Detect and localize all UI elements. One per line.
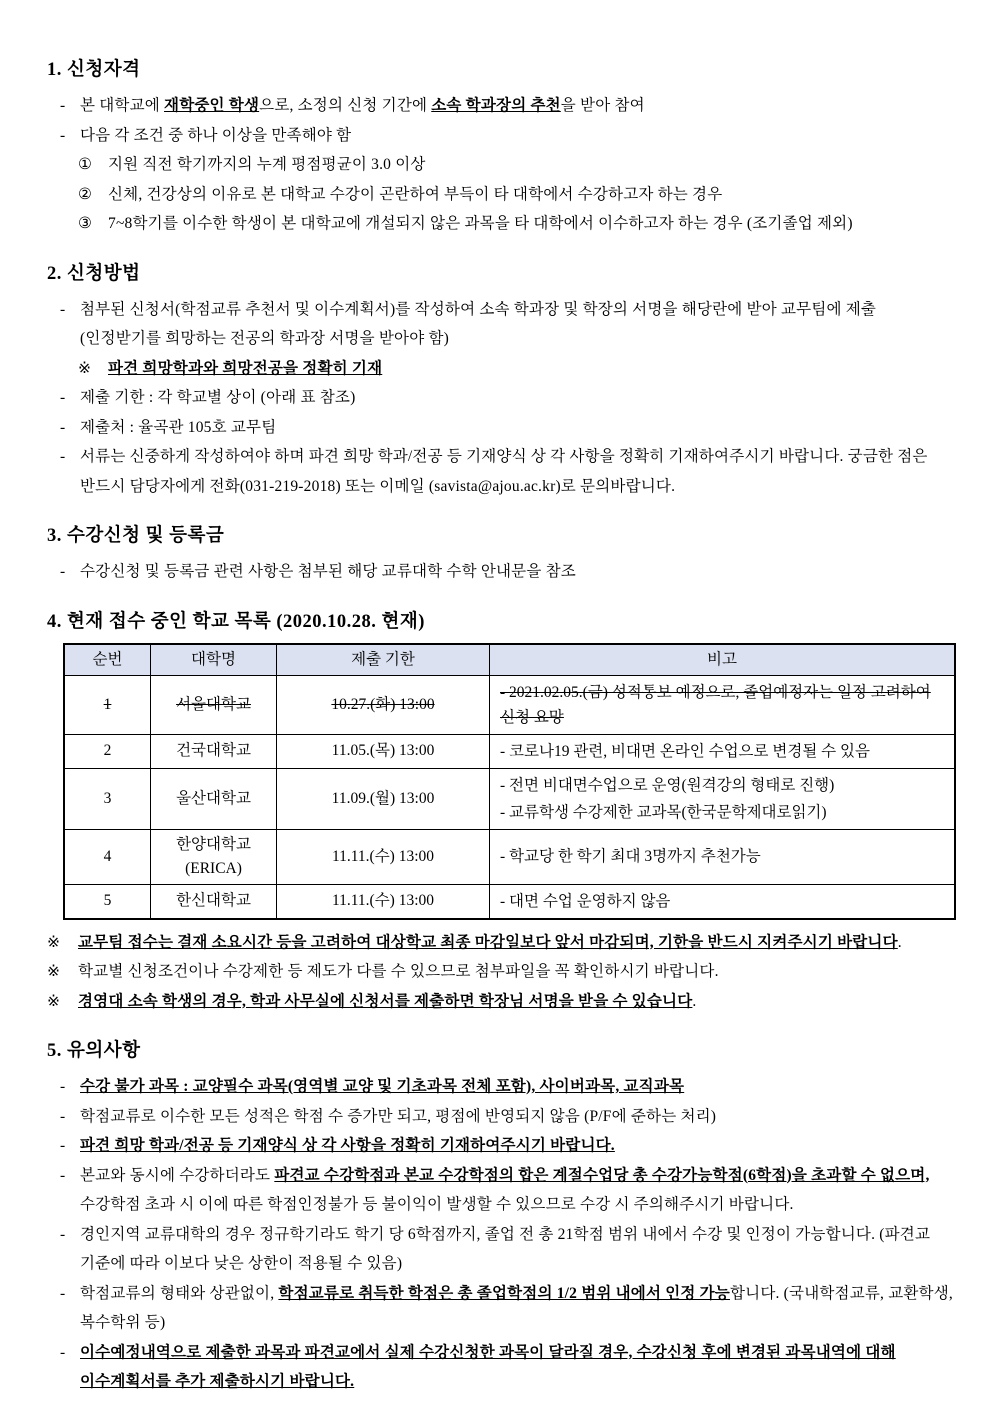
bullet-marker: ※ — [47, 933, 61, 951]
list-item — [47, 121, 954, 151]
column-header: 비고 — [490, 644, 956, 676]
schools-table — [63, 643, 956, 920]
table-row — [64, 884, 955, 919]
item-text — [80, 419, 276, 436]
section-heading: 5. 유의사항 — [47, 1041, 141, 1061]
bullet-marker: - — [60, 1284, 66, 1302]
schools-table-head — [64, 644, 955, 676]
list-item — [47, 1131, 954, 1161]
text-segment: 신체, 건강상의 이유로 본 대학교 수강이 곤란하여 부득이 타 대학에서 수강하고자 하는 경우 — [108, 185, 723, 203]
document-body — [47, 58, 954, 1397]
remark-line: - 대면 수업 운영하지 않음 — [500, 892, 671, 910]
text-segment: 본교와 동시에 수강하더라도 — [80, 1166, 275, 1184]
list-item — [47, 91, 954, 121]
section-heading: 1. 신청자격 — [47, 60, 141, 80]
item-text — [80, 1137, 615, 1154]
item-text — [80, 389, 355, 406]
bullet-marker: - — [60, 448, 66, 465]
list-item — [47, 295, 954, 354]
post-note-item — [47, 928, 954, 958]
list-item — [47, 1338, 954, 1397]
section-heading: 3. 수강신청 및 등록금 — [47, 526, 225, 546]
remarks-cell — [490, 884, 956, 919]
section-heading: 2. 신청방법 — [47, 263, 141, 284]
list-item — [47, 442, 954, 501]
bullet-marker: ② — [78, 185, 93, 203]
row-number: 3 — [64, 768, 151, 829]
text-segment: 소속 학과장의 추천 — [431, 97, 561, 114]
bullet-marker: - — [60, 1343, 66, 1361]
item-text — [78, 993, 696, 1010]
item-text — [80, 127, 351, 144]
university-name: 울산대학교 — [151, 768, 277, 829]
bullet-marker: - — [60, 1078, 66, 1095]
submission-deadline: 11.11.(수) 13:00 — [277, 884, 490, 919]
list-item — [47, 354, 954, 384]
table-row — [64, 768, 955, 829]
list-item — [47, 1220, 954, 1279]
text-segment: 본 대학교에 — [80, 97, 165, 114]
item-text — [80, 448, 928, 495]
list-item — [47, 413, 954, 443]
column-header: 제출 기한 — [277, 644, 490, 676]
item-text — [108, 360, 382, 377]
item-text — [80, 301, 876, 348]
submission-deadline: 11.11.(수) 13:00 — [277, 829, 490, 884]
item-text — [78, 963, 719, 980]
university-name: 서울대학교 — [151, 675, 277, 734]
text-segment: . — [897, 933, 902, 951]
section-5 — [47, 1039, 954, 1397]
bullet-marker: - — [60, 97, 66, 114]
text-segment: 합니다. (국내학점교류, 교환학생, 복수학위 등) — [80, 1284, 953, 1331]
list-item — [47, 209, 954, 239]
row-number: 5 — [64, 884, 151, 919]
text-segment: 다음 각 조건 중 하나 이상을 만족해야 함 — [80, 126, 352, 144]
bullet-marker: - — [60, 300, 66, 318]
text-segment: 수강신청 및 등록금 관련 사항은 첨부된 해당 교류대학 수학 안내문을 참조 — [80, 563, 576, 580]
table-row — [64, 675, 955, 734]
section-4 — [47, 610, 954, 1017]
text-segment: 첨부된 신청서(학점교류 추천서 및 이수계획서)를 작성하여 소속 학과장 및 학장의 서명을 해당란에 받아 교무팀에 제출 (인정받기를 희망하는 전공의 학과장 서명을 받아야 함) — [80, 300, 877, 347]
item-text — [80, 563, 576, 580]
item-text — [108, 156, 426, 173]
submission-deadline: 11.09.(월) 13:00 — [277, 768, 490, 829]
row-number: 1 — [64, 675, 151, 734]
row-number: 2 — [64, 734, 151, 768]
row-number: 4 — [64, 829, 151, 884]
text-segment: 제출처 : 율곡관 105호 교무팀 — [80, 418, 277, 436]
remark-line: - 코로나19 관련, 비대면 온라인 수업으로 변경될 수 있음 — [500, 742, 870, 760]
list-item — [47, 150, 954, 180]
bullet-marker: - — [60, 1225, 66, 1243]
post-note-item — [47, 957, 954, 987]
item-text — [80, 1078, 684, 1095]
table-row — [64, 829, 955, 884]
text-segment: 으로, 소정의 신청 기간에 — [259, 97, 432, 114]
text-segment: 학점교류의 형태와 상관없이, — [80, 1284, 279, 1302]
text-segment: 수강학점 초과 시 이에 따른 학점인정불가 등 불이익이 발생할 수 있으므로 수강 시 주의해주시기 바랍니다. — [80, 1196, 794, 1213]
bullet-marker: - — [60, 126, 66, 144]
text-segment: 경영대 소속 학생의 경우, 학과 사무실에 신청서를 제출하면 학장님 서명을 받을 수 있습니다 — [78, 992, 693, 1010]
bullet-marker: - — [60, 1107, 66, 1125]
university-name: 건국대학교 — [151, 734, 277, 768]
remarks-cell — [490, 675, 956, 734]
column-header: 순번 — [64, 644, 151, 676]
remarks-cell — [490, 734, 956, 768]
bullet-marker: - — [60, 1137, 66, 1154]
post-note-item — [47, 987, 954, 1017]
schools-table-body — [64, 675, 955, 919]
text-segment: 파견교 수강학점과 본교 수강학점의 합은 계절수업당 총 수강가능학점(6학점)을 초과할 수 없으며, — [274, 1166, 930, 1184]
text-segment: 을 받아 참여 — [560, 97, 645, 114]
text-segment: 지원 직전 학기까지의 누계 평점평균이 3.0 이상 — [108, 156, 426, 173]
list-item — [47, 557, 954, 587]
remarks-cell — [490, 768, 956, 829]
bullet-marker: ※ — [78, 359, 92, 377]
remark-line: - 교류학생 수강제한 교과목(한국문학제대로읽기) — [500, 803, 827, 821]
section-3 — [47, 524, 954, 587]
section-1 — [47, 58, 954, 239]
item-text — [80, 1285, 953, 1332]
text-segment: 학교별 신청조건이나 수강제한 등 제도가 다를 수 있으므로 첨부파일을 꼭 확인하시기 바랍니다. — [78, 963, 719, 980]
column-header: 대학명 — [151, 644, 277, 676]
text-segment: 파견 희망학과와 희망전공을 정확히 기재 — [108, 359, 383, 377]
text-segment: 이수예정내역으로 제출한 과목과 파견교에서 실제 수강신청한 과목이 달라질 경우, 수강신청 후에 변경된 과목내역에 대해 이수계획서를 추가 제출하시기 바랍니다. — [80, 1343, 896, 1390]
remark-line: - 학교당 한 학기 최대 3명까지 추천가능 — [500, 848, 761, 865]
section-2 — [47, 262, 954, 502]
bullet-marker: ※ — [47, 963, 61, 980]
university-name: 한양대학교 (ERICA) — [151, 829, 277, 884]
item-text — [80, 1226, 930, 1273]
list-item — [47, 1072, 954, 1102]
remark-line: - 2021.02.05.(금) 성적통보 예정으로, 졸업예정자는 일정 고려하여 신청 요망 — [500, 683, 931, 726]
university-name: 한신대학교 — [151, 884, 277, 919]
bullet-marker: - — [60, 1166, 66, 1184]
section-heading: 4. 현재 접수 중인 학교 목록 (2020.10.28. 현재) — [47, 611, 425, 632]
bullet-marker: - — [60, 563, 66, 580]
text-segment: 서류는 신중하게 작성하여야 하며 파견 희망 학과/전공 등 기재양식 상 각 사항을 정확히 기재하여주시기 바랍니다. 궁금한 점은 반드시 담당자에게 전화(031-219-2018) 또는 이메일 (savista@ajou.ac.kr)로 문의바랍니다. — [80, 448, 928, 495]
remarks-cell — [490, 829, 956, 884]
text-segment: 경인지역 교류대학의 경우 정규학기라도 학기 당 6학점까지, 졸업 전 총 21학점 범위 내에서 수강 및 인정이 가능합니다. (파견교 기준에 따라 이보다 낮은 상한이 적용될 수 있음) — [80, 1225, 931, 1272]
list-item — [47, 1279, 954, 1338]
submission-deadline: 11.05.(목) 13:00 — [277, 734, 490, 768]
item-text — [108, 186, 722, 203]
list-item — [47, 1102, 954, 1132]
text-segment: 재학중인 학생 — [164, 97, 260, 114]
submission-deadline: 10.27.(화) 13:00 — [277, 675, 490, 734]
bullet-marker: ① — [78, 156, 93, 173]
bullet-marker: - — [60, 389, 66, 406]
remark-line: - 전면 비대면수업으로 운영(원격강의 형태로 진행) — [500, 776, 835, 794]
bullet-marker: - — [60, 418, 66, 436]
text-segment: 7~8학기를 이수한 학생이 본 대학교에 개설되지 않은 과목을 타 대학에서 이수하고자 하는 경우 (조기졸업 제외) — [108, 215, 853, 232]
item-text — [80, 1167, 930, 1214]
text-segment: 파견 희망 학과/전공 등 기재양식 상 각 사항을 정확히 기재하여주시기 바랍니다. — [80, 1137, 615, 1154]
text-segment: 교무팀 접수는 결재 소요시간 등을 고려하여 대상학교 최종 마감일보다 앞서 마감되며, 기한을 반드시 지켜주시기 바랍니다 — [78, 933, 898, 951]
item-text — [108, 215, 853, 232]
item-text — [80, 1108, 716, 1125]
table-header-row — [64, 644, 955, 676]
list-item — [47, 383, 954, 413]
text-segment: 학점교류로 이수한 모든 성적은 학점 수 증가만 되고, 평점에 반영되지 않음 (P/F에 준하는 처리) — [80, 1107, 717, 1125]
text-segment: 학점교류로 취득한 학점은 총 졸업학점의 1/2 범위 내에서 인정 가능 — [278, 1284, 730, 1302]
bullet-marker: ※ — [47, 992, 61, 1010]
text-segment: 수강 불가 과목 : 교양필수 과목(영역별 교양 및 기초과목 전체 포함), 사이버과목, 교직과목 — [80, 1078, 685, 1095]
text-segment: . — [692, 992, 697, 1010]
item-text — [80, 1344, 896, 1391]
text-segment: 제출 기한 : 각 학교별 상이 (아래 표 참조) — [80, 389, 356, 406]
table-row — [64, 734, 955, 768]
item-text — [78, 934, 902, 951]
item-text — [80, 97, 645, 114]
list-item — [47, 180, 954, 210]
list-item — [47, 1161, 954, 1220]
bullet-marker: ③ — [78, 215, 93, 232]
